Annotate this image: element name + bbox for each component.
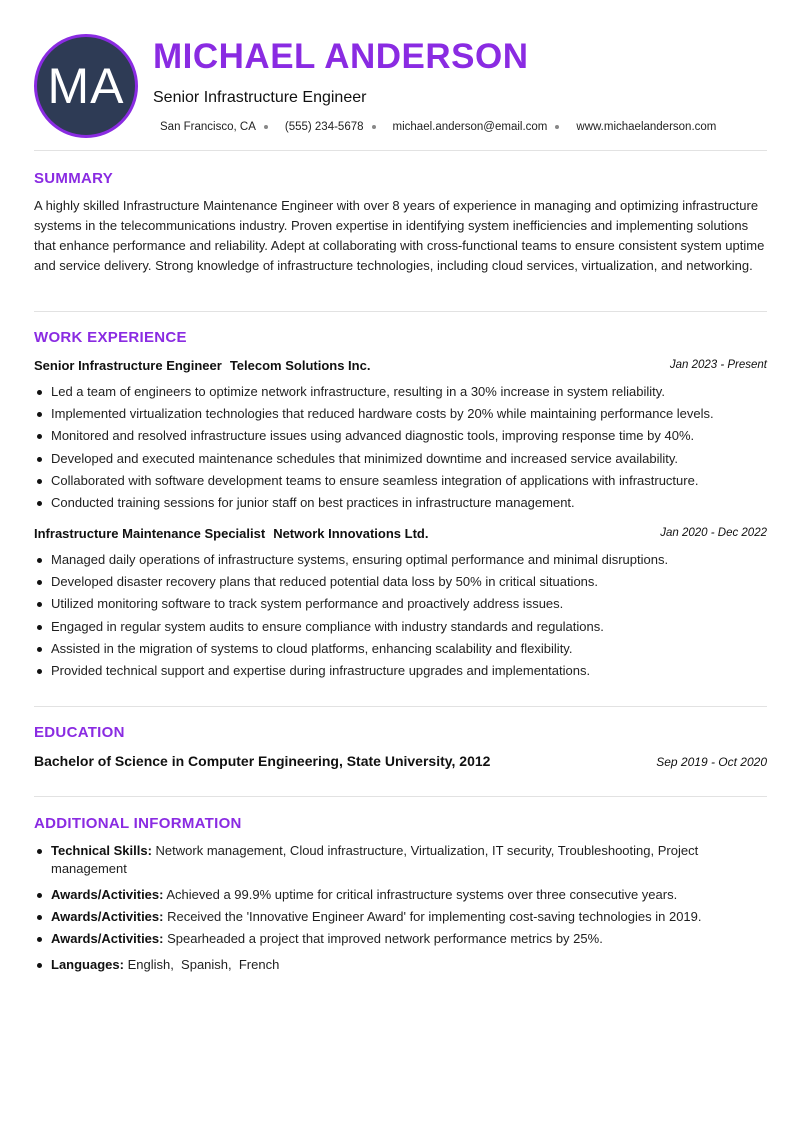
separator-dot-icon [372, 125, 376, 129]
list-item: Engaged in regular system audits to ensure compliance with industry standards and regulations. [34, 616, 767, 638]
list-item: Monitored and resolved infrastructure issues using advanced diagnostic tools, improving response time by 40%. [34, 425, 767, 447]
list-item: Utilized monitoring software to track system performance and proactively address issues. [34, 593, 767, 615]
job-bullets [34, 549, 767, 682]
list-item: Collaborated with software development teams to ensure seamless integration of applications with infrastructure. [34, 470, 767, 492]
section-divider [34, 706, 767, 707]
summary-heading: SUMMARY [34, 170, 114, 187]
summary-text: A highly skilled Infrastructure Maintenance Engineer with over 8 years of experience in managing and optimizing infrastructure systems in the telecommunications industry. Proven expertise in identifying system inefficiencies and implementing solutions that enhance performance and reliability. Adept at collaborating with cross-functional teams to ensure consistent system uptime and service delivery. Strong knowledge of infrastructure technologies, including cloud services, virtualization, and networking. [34, 198, 765, 273]
job-header [34, 526, 767, 544]
info-text: English, Spanish, French [123, 957, 280, 972]
education-entry [34, 753, 767, 773]
additional-info-heading: ADDITIONAL INFORMATION [34, 815, 242, 832]
resume-header [34, 34, 767, 138]
education-dates: Sep 2019 - Oct 2020 [656, 755, 767, 769]
list-item: Developed disaster recovery plans that reduced potential data loss by 50% in critical situations. [34, 571, 767, 593]
contact-phone[interactable]: (555) 234-5678 [284, 121, 364, 133]
education-heading: EDUCATION [34, 724, 125, 741]
separator-dot-icon [555, 125, 559, 129]
candidate-name: MICHAEL ANDERSON [153, 37, 529, 76]
avatar [34, 34, 138, 138]
list-item: Provided technical support and expertise during infrastructure upgrades and implementations. [34, 660, 767, 682]
info-text: Spearheaded a project that improved network performance metrics by 25%. [163, 931, 603, 946]
job-bullets [34, 381, 767, 514]
section-divider [34, 150, 767, 151]
contact-info [160, 121, 716, 133]
contact-email[interactable]: michael.anderson@email.com [392, 121, 548, 133]
contact-location: San Francisco, CA [160, 121, 256, 133]
list-item: Implemented virtualization technologies that reduced hardware costs by 20% while maintaining performance levels. [34, 403, 767, 425]
info-label: Awards/Activities: [51, 887, 164, 902]
job-company: Telecom Solutions Inc. [229, 358, 371, 373]
list-item: Conducted training sessions for junior staff on best practices in infrastructure management. [34, 492, 767, 514]
list-item: Led a team of engineers to optimize network infrastructure, resulting in a 30% increase in system reliability. [34, 381, 767, 403]
list-item: Assisted in the migration of systems to cloud platforms, enhancing scalability and flexibility. [34, 638, 767, 660]
job-dates: Jan 2020 - Dec 2022 [660, 527, 767, 539]
list-item [34, 908, 767, 926]
info-label: Awards/Activities: [51, 931, 164, 946]
job-title-line [34, 358, 370, 373]
info-text: Achieved a 99.9% uptime for critical infrastructure systems over three consecutive years. [163, 887, 678, 902]
avatar-initials: MA [47, 58, 125, 114]
info-text: Network management, Cloud infrastructure, Virtualization, IT security, Troubleshooting, Project management [51, 843, 699, 876]
job-title: Senior Infrastructure Engineer [34, 358, 222, 373]
info-label: Awards/Activities: [51, 909, 164, 924]
info-label: Technical Skills: [51, 843, 152, 858]
additional-info-list [34, 842, 767, 974]
info-text: Received the 'Innovative Engineer Award' for implementing cost-saving technologies in 2019. [163, 909, 702, 924]
job-company: Network Innovations Ltd. [273, 526, 429, 541]
job-title: Infrastructure Maintenance Specialist [34, 526, 266, 541]
separator-dot-icon [264, 125, 268, 129]
candidate-role: Senior Infrastructure Engineer [153, 89, 367, 106]
list-item [34, 956, 767, 974]
list-item: Managed daily operations of infrastructure systems, ensuring optimal performance and minimal disruptions. [34, 549, 767, 571]
education-degree: Bachelor of Science in Computer Engineering, State University, 2012 [34, 753, 491, 769]
job-title-line [34, 526, 428, 541]
list-item [34, 930, 767, 948]
job-dates: Jan 2023 - Present [669, 359, 767, 371]
info-label: Languages: [51, 957, 124, 972]
list-item: Developed and executed maintenance schedules that minimized downtime and increased service availability. [34, 448, 767, 470]
job-header [34, 358, 767, 376]
contact-website[interactable]: www.michaelanderson.com [576, 121, 717, 133]
work-experience-heading: WORK EXPERIENCE [34, 329, 187, 346]
list-item [34, 842, 767, 878]
section-divider [34, 311, 767, 312]
list-item [34, 886, 767, 904]
section-divider [34, 796, 767, 797]
